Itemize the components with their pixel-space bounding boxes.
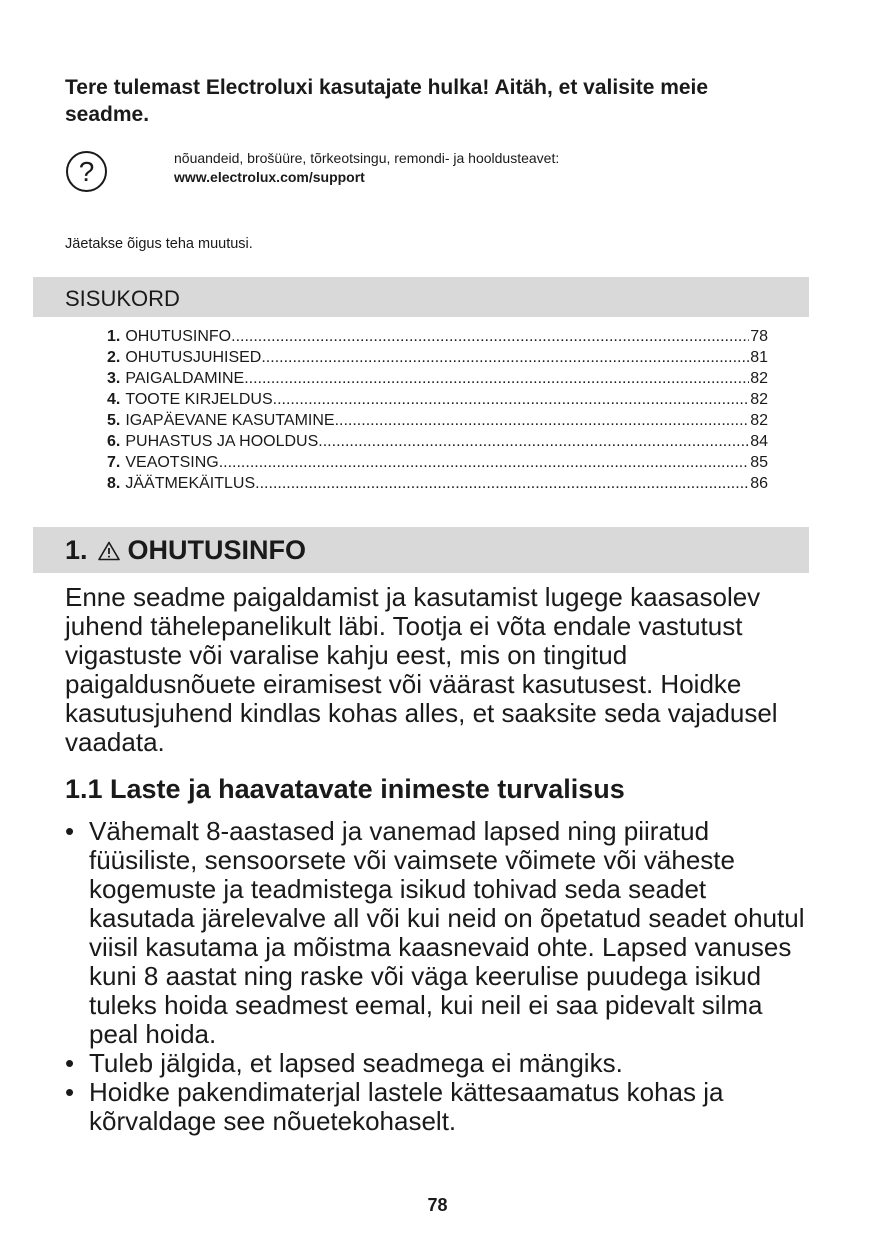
toc-item-number: 1. [107,328,121,345]
bullet-icon: • [65,816,75,846]
toc-item-page: 86 [750,475,768,492]
list-item-text: Tuleb jälgida, et lapsed seadmega ei mängiks. [89,1048,623,1078]
toc-leader-dots [231,326,749,347]
support-info [174,149,559,187]
toc-item-igapaevane-kasutamine[interactable] [107,410,768,431]
toc-item-label: IGAPÄEVANE KASUTAMINE [125,412,335,429]
support-link[interactable]: www.electrolux.com/support [174,169,365,185]
list-item [65,1078,815,1136]
bullet-icon: • [65,1077,75,1107]
list-item-text: Hoidke pakendimaterjal lastele kättesaamatus kohas ja kõrvaldage see nõuetekohaselt. [89,1077,724,1136]
toc-item-number: 3. [107,370,121,387]
section-number: 1. [65,535,88,565]
toc-item-jaatmekaitlus[interactable] [107,473,768,494]
disclaimer: Jäetakse õigus teha muutusi. [65,236,253,252]
warning-triangle-icon [98,541,120,561]
toc-item-label: JÄÄTMEKÄITLUS [125,475,256,492]
toc-leader-dots [261,347,749,368]
toc-item-label: PAIGALDAMINE [125,370,245,387]
toc-item-number: 7. [107,454,121,471]
toc-item-label: TOOTE KIRJELDUS [125,391,273,408]
toc-item-label: VEAOTSING [125,454,219,471]
safety-bullet-list [65,817,815,1136]
toc-item-number: 2. [107,349,121,366]
toc-item-page: 85 [750,454,768,471]
toc-leader-dots [273,389,750,410]
toc-item-page: 84 [750,433,768,450]
toc-leader-dots [244,368,749,389]
bullet-icon: • [65,1048,75,1078]
toc-item-ohutusjuhised[interactable] [107,347,768,368]
section-title-text: OHUTUSINFO [127,535,307,565]
toc-item-number: 5. [107,412,121,429]
toc-item-puhastus-ja-hooldus[interactable] [107,431,768,452]
welcome-heading: Tere tulemast Electroluxi kasutajate hulka! Aitäh, et valisite meie seadme. [65,76,709,126]
table-of-contents [107,326,768,494]
toc-item-paigaldamine[interactable] [107,368,768,389]
toc-item-number: 8. [107,475,121,492]
toc-item-ohutusinfo[interactable] [107,326,768,347]
toc-item-label: OHUTUSINFO [125,328,232,345]
toc-item-number: 4. [107,391,121,408]
safety-intro-paragraph: Enne seadme paigaldamist ja kasutamist lugege kaasasolev juhend tähelepanelikult läbi. Tootja ei võta endale vastutust vigastuste või varalise kahju eest, mis on tingitud paigaldusnõuete eiramisest või väärast kasutusest. Hoidke kasutusjuhend kindlas kohas alles, et saaksite seda vajadusel vaadata. [65,582,778,757]
toc-item-number: 6. [107,433,121,450]
toc-item-veaotsing[interactable] [107,452,768,473]
toc-leader-dots [335,410,750,431]
toc-item-page: 81 [750,349,768,366]
toc-item-page: 82 [750,412,768,429]
toc-leader-dots [318,431,749,452]
list-item [65,817,815,1049]
toc-heading: SISUKORD [65,286,180,311]
toc-item-label: OHUTUSJUHISED [125,349,262,366]
toc-item-toote-kirjeldus[interactable] [107,389,768,410]
toc-leader-dots [219,452,750,473]
page-number: 78 [427,1195,448,1215]
toc-header-band [33,277,809,317]
subsection-title: 1.1 Laste ja haavatavate inimeste turvalisus [65,774,625,804]
toc-item-page: 78 [750,328,768,345]
section-title [65,535,306,566]
support-description: nõuandeid, brošüüre, tõrkeotsingu, remondi- ja hooldusteavet: [174,150,560,166]
question-circle-icon: ? [66,151,107,192]
section-header-band [33,527,809,573]
toc-item-page: 82 [750,370,768,387]
list-item-text: Vähemalt 8-aastased ja vanemad lapsed ning piiratud füüsiliste, sensoorsete või vaimsete võimete või väheste kogemuste ja teadmistega isikud tohivad seda seadet kasutada järelevalve all või kui neid on õpetatud seadet ohutul viisil kasutama ja mõistma kaasnevaid ohte. Lapsed vanuses kuni 8 aastat ning raske või väga keerulise puudega isikud tuleks hoida seadmest eemal, kui neil ei saa pidevalt silma peal hoida. [89,816,805,1049]
toc-item-page: 82 [750,391,768,408]
list-item [65,1049,815,1078]
toc-item-label: PUHASTUS JA HOOLDUS [125,433,319,450]
toc-leader-dots [255,473,749,494]
